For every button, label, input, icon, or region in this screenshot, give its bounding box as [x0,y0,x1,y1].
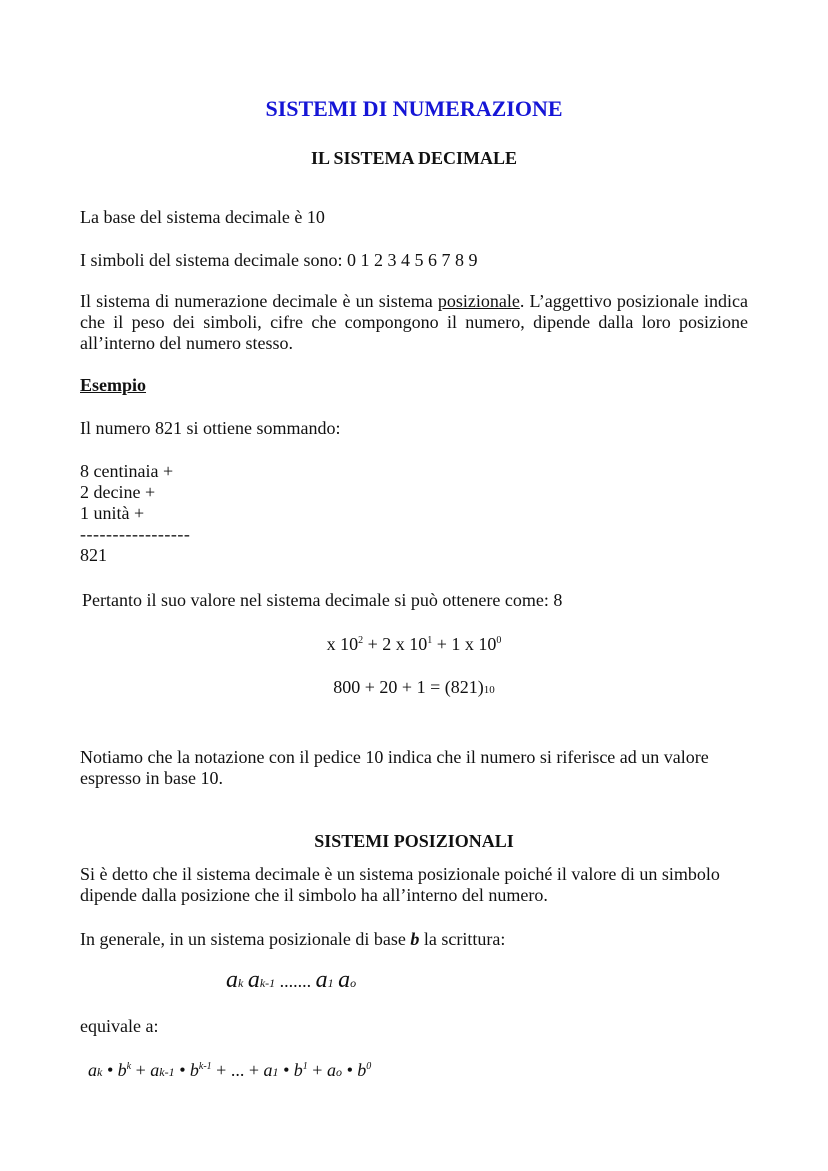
general-text-after: la scrittura: [419,929,506,949]
expansion-exponent: 0 [366,1061,372,1072]
positional-text-after: . L’aggettivo posizionale indica che il peso dei simboli, cifre che compongono il numero, dipende dalla loro posizione all’interno del numero stesso. [80,291,748,353]
positional-paragraph [80,291,748,354]
note-paragraph: Notiamo che la notazione con il pedice 10 indica che il numero si riferisce ad un valore espresso in base 10. [80,747,709,788]
expansion-base: • b [278,1060,303,1080]
digit-symbol: a [226,967,238,993]
expansion-index: o [335,1065,342,1079]
sum-separator: ----------------- [80,524,191,544]
equivale-sentence: equivale a: [80,1016,159,1036]
document-title: SISTEMI DI NUMERAZIONE [265,96,563,121]
digit-symbol: a [315,967,328,993]
example-heading: Esempio [80,375,147,395]
expansion-operator: + [131,1060,151,1080]
digit-index: k-1 [259,976,276,990]
section-heading-positional: SISTEMI POSIZIONALI [314,831,514,851]
expansion-symbol: a [326,1060,336,1080]
expansion-index: k [97,1065,103,1079]
example-intro: Il numero 821 si ottiene sommando: [80,418,341,438]
expansion-symbol: a [150,1060,160,1080]
sum-line: 2 decine + [80,482,156,502]
expansion-exponent: 1 [302,1061,308,1072]
formula-term: + 1 x 10 [432,634,497,654]
digit-index: o [350,976,357,990]
formula-exponent: 0 [496,635,502,646]
digit-string [226,967,357,994]
positional-underlined-word: posizionale [437,291,520,311]
digit-symbol: a [247,967,260,993]
formula-exponent: 1 [427,635,433,646]
expansion-exponent: k-1 [198,1061,212,1072]
formula-sum [0,677,828,698]
formula-sum-main: 800 + 20 + 1 = (821) [333,677,484,697]
general-sentence [80,929,748,950]
expansion-symbol: a [263,1060,273,1080]
formula-exponent: 2 [358,635,364,646]
expansion-base: • b [341,1060,367,1080]
digit-index: 1 [327,976,334,990]
positional-text-before: Il sistema di numerazione decimale è un sistema [80,291,438,311]
expansion-formula [88,1060,371,1083]
formula-term: + 2 x 10 [363,634,428,654]
expansion-symbol: a [88,1060,97,1080]
digit-symbol: a [338,967,351,993]
sum-line: 8 centinaia + [80,461,174,481]
expansion-index: k-1 [159,1065,175,1079]
positional-systems-paragraph: Si è detto che il sistema decimale è un sistema posizionale poiché il valore di un simbolo dipende dalla posizione che il simbolo ha all’interno del numero. [80,864,720,905]
digit-index: k [238,976,244,990]
digit-ellipsis: ....... [275,971,316,991]
expansion-base: • b [102,1060,127,1080]
sum-line: 1 unità + [80,503,145,523]
sum-result: 821 [80,545,107,565]
expansion-base: • b [174,1060,199,1080]
expansion-index: 1 [272,1065,279,1079]
therefore-sentence: Pertanto il suo valore nel sistema decimale si può ottenere come: 8 [82,590,563,610]
formula-subscript: 10 [483,684,495,696]
formula-term: x 10 [326,634,359,654]
sum-block [80,461,748,566]
base-variable: b [410,929,420,949]
expansion-exponent: k [126,1061,132,1072]
expansion-operator: + ... + [211,1060,264,1080]
general-text-before: In generale, in un sistema posizionale di base [80,929,411,949]
base-sentence: La base del sistema decimale è 10 [80,207,325,227]
symbols-sentence: I simboli del sistema decimale sono: 0 1 2 3 4 5 6 7 8 9 [80,250,478,270]
expansion-operator: + [307,1060,327,1080]
formula-powers [0,634,828,655]
section-heading-decimal: IL SISTEMA DECIMALE [310,148,518,168]
